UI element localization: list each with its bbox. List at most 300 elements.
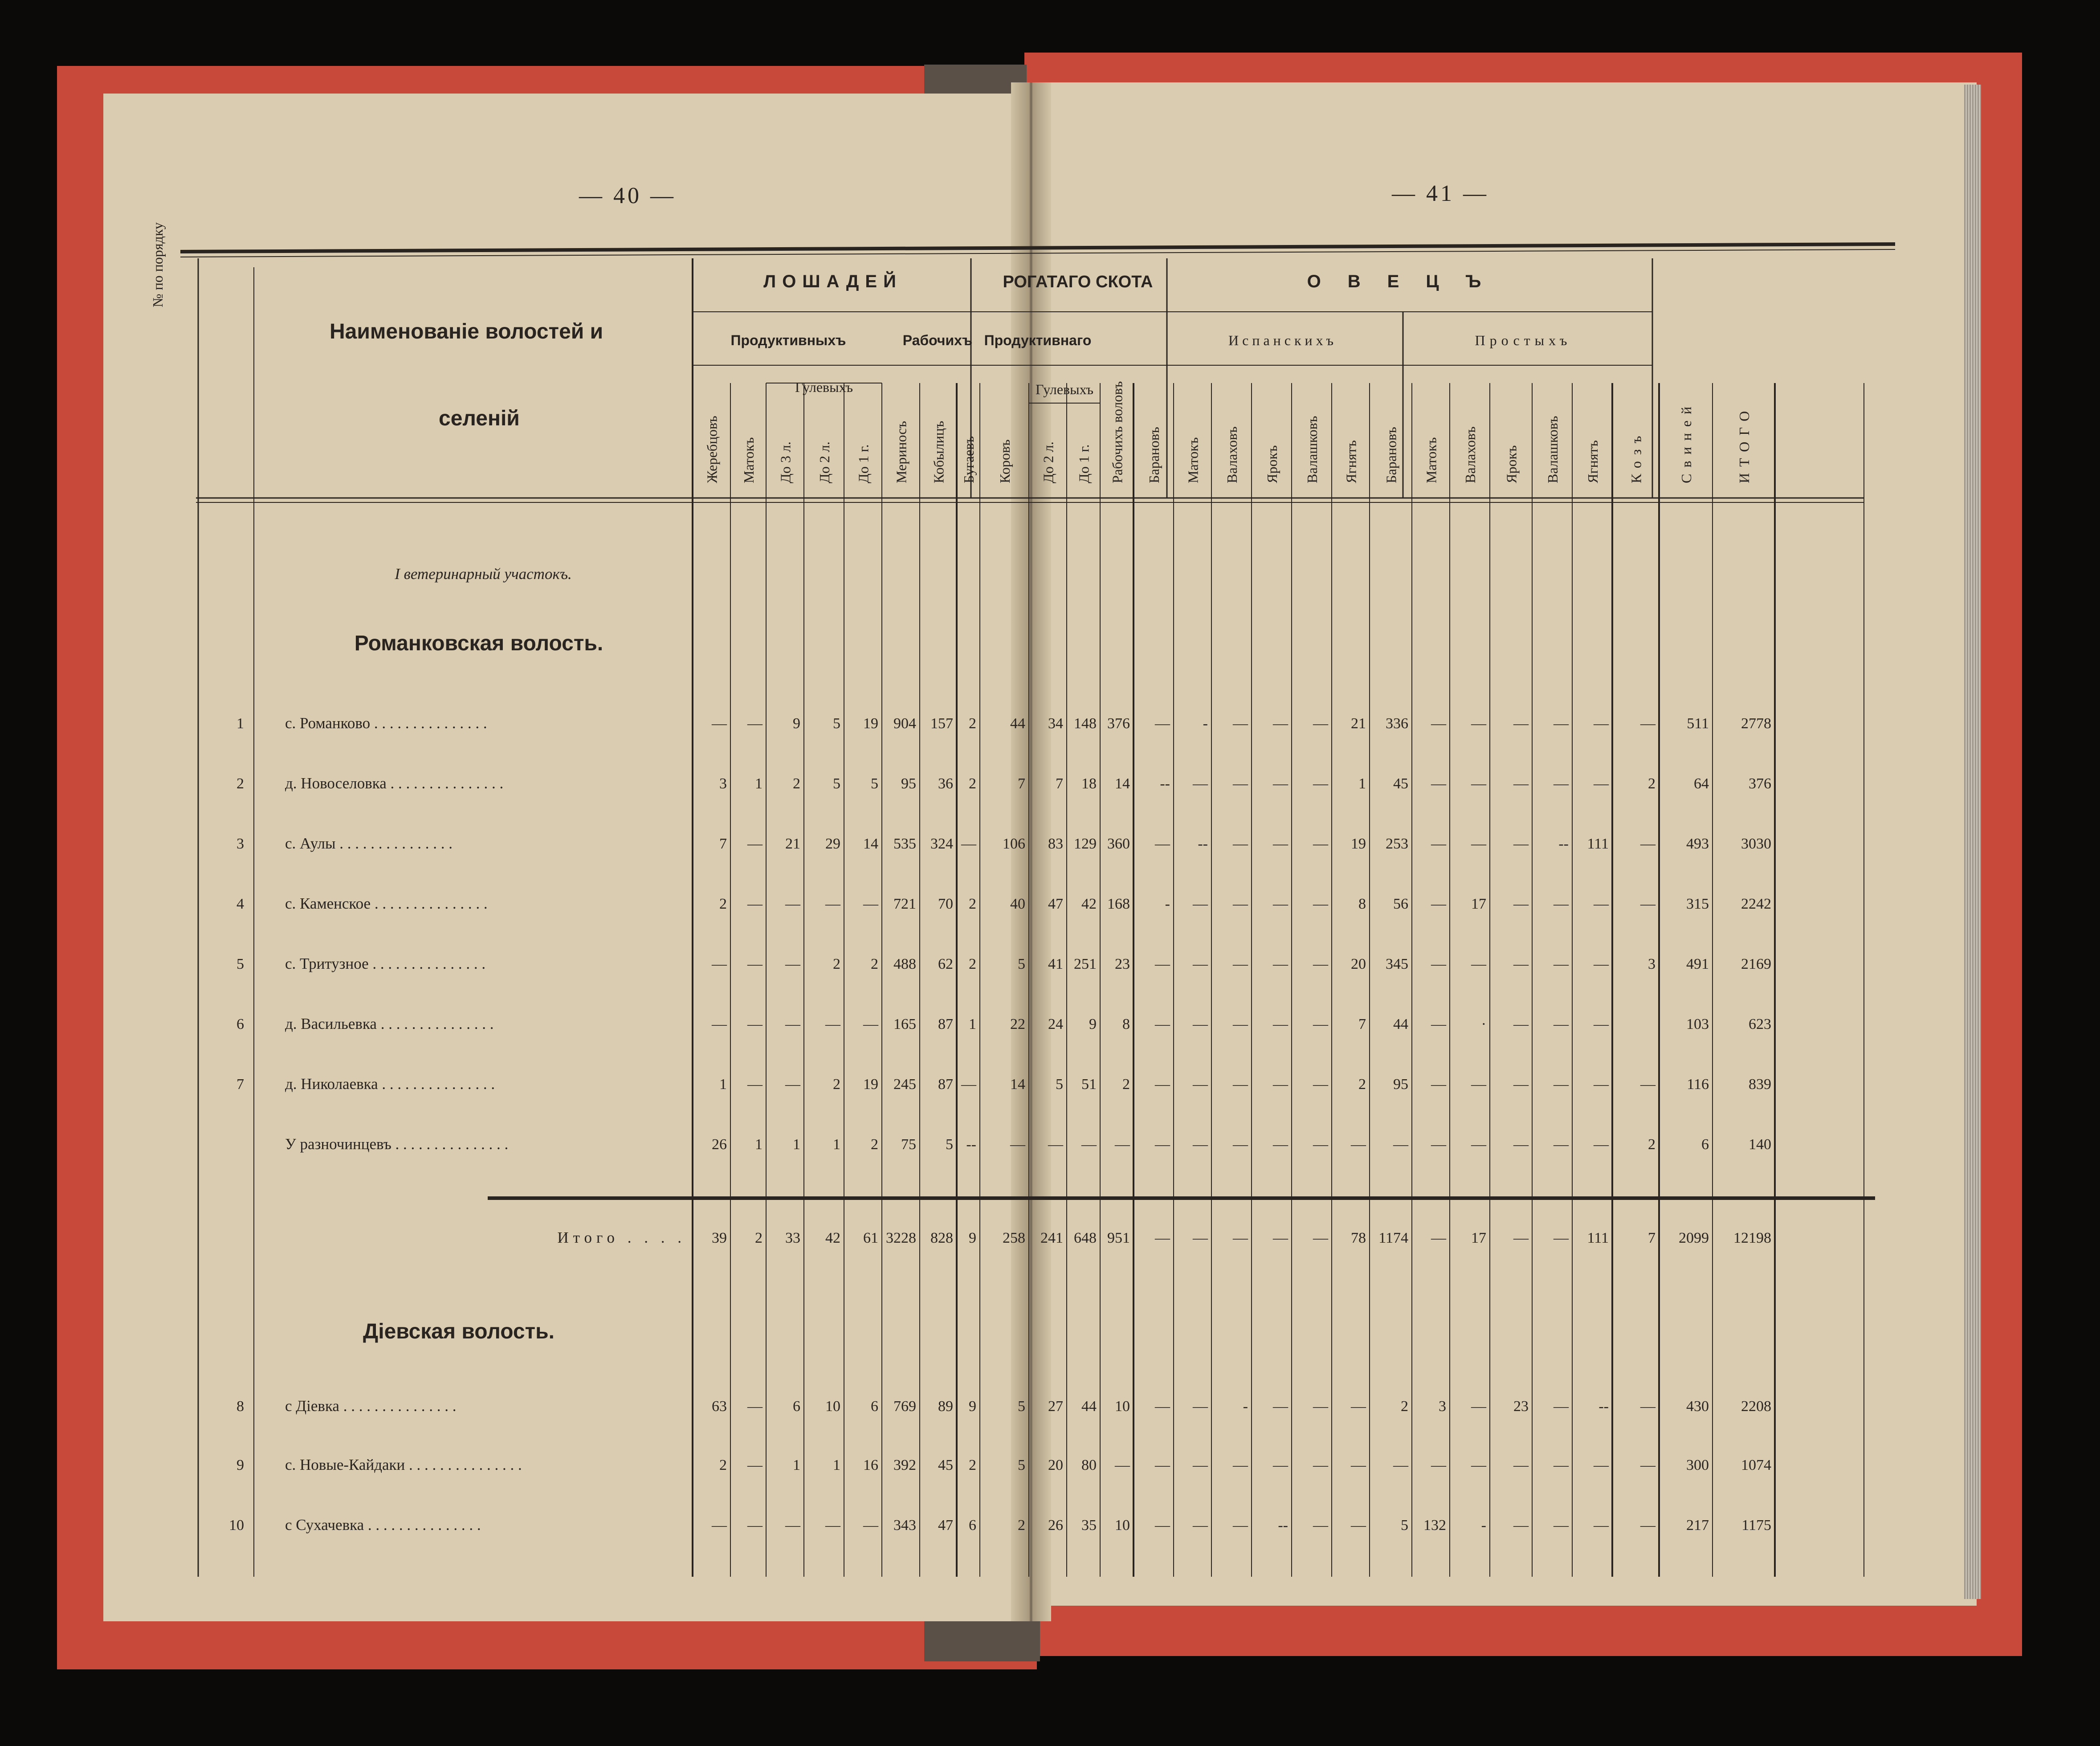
cell-value: · [1481, 1016, 1486, 1032]
cell-value: 2 [793, 775, 800, 792]
name-column-header-line2: селеній [439, 407, 520, 430]
cell-value: 217 [1686, 1517, 1709, 1534]
cell-value: — [1393, 1457, 1408, 1473]
cell-value: — [712, 1517, 727, 1534]
cell-value: — [1081, 1136, 1097, 1153]
index-column-header: № по порядку [150, 222, 166, 307]
cell-value: -- [1598, 1398, 1609, 1415]
column-header: Ярокъ [1264, 445, 1280, 483]
cell-value: 87 [938, 1076, 953, 1093]
cell-value: -- [1278, 1517, 1288, 1534]
total-value: 7 [1648, 1230, 1656, 1246]
cell-value: 9 [1089, 1016, 1097, 1032]
cell-value: 45 [1393, 775, 1408, 792]
cell-value: 40 [1010, 896, 1025, 912]
column-header: До 1 г. [1076, 444, 1092, 483]
cell-value: 10 [1115, 1517, 1130, 1534]
settlement-name: У разночинцевъ . . . . . . . . . . . . . . . [285, 1135, 509, 1153]
cell-value: 430 [1686, 1398, 1709, 1415]
cell-value: — [1351, 1517, 1366, 1534]
cell-value: — [1471, 1398, 1486, 1415]
cell-value: — [1193, 1517, 1208, 1534]
cell-value: 324 [930, 836, 953, 852]
total-value: 111 [1587, 1230, 1609, 1246]
column-header: Кобылицъ [930, 420, 947, 483]
cell-value: — [1471, 1457, 1486, 1473]
cell-value: — [1313, 775, 1328, 792]
cell-value: — [1471, 715, 1486, 732]
cell-value: 2 [1358, 1076, 1366, 1093]
cell-value: — [1594, 715, 1609, 732]
cell-value: — [1273, 896, 1288, 912]
cell-value: 7 [1018, 775, 1025, 792]
cell-value: 64 [1694, 775, 1709, 792]
cell-value: — [1313, 1076, 1328, 1093]
total-value: 2 [755, 1230, 763, 1246]
cell-value: 19 [863, 1076, 878, 1093]
cell-value: 2 [719, 1457, 727, 1473]
cell-value: 44 [1081, 1398, 1097, 1415]
total-value: 78 [1351, 1230, 1366, 1246]
column-header: Свиней [1678, 400, 1694, 483]
cell-value: 2242 [1741, 896, 1771, 912]
settlement-name: д. Новоселовка . . . . . . . . . . . . . . . [285, 775, 504, 792]
cell-value: 148 [1074, 715, 1097, 732]
cell-value: — [1554, 1457, 1569, 1473]
cell-value: 7 [719, 836, 727, 852]
cell-value: — [1554, 1076, 1569, 1093]
cell-value: - [1481, 1517, 1486, 1534]
sheep-simple-header: Простыхъ [1475, 332, 1572, 348]
cell-value: 47 [1048, 896, 1063, 912]
cell-value: 95 [901, 775, 916, 792]
cell-value: — [1594, 1517, 1609, 1534]
cell-value: 129 [1074, 836, 1097, 852]
column-header: Жеребцовъ [704, 416, 720, 483]
cell-value: 9 [969, 1398, 976, 1415]
cell-value: 23 [1513, 1398, 1529, 1415]
cell-value: — [863, 1016, 878, 1032]
cell-value: — [1431, 836, 1446, 852]
row-number: 9 [237, 1457, 244, 1473]
cell-value: 26 [1048, 1517, 1063, 1534]
cell-value: — [1193, 1457, 1208, 1473]
cell-value: — [785, 956, 800, 972]
settlement-name: д. Васильевка . . . . . . . . . . . . . . . [285, 1015, 494, 1032]
cell-value: — [1640, 715, 1656, 732]
cell-value: — [1193, 956, 1208, 972]
cell-value: — [1431, 715, 1446, 732]
row-number: 5 [237, 956, 244, 972]
cell-value: — [1273, 956, 1288, 972]
cell-value: -- [1160, 775, 1170, 792]
cell-value: — [747, 1398, 763, 1415]
row-number: 4 [237, 896, 244, 912]
cell-value: 2 [1018, 1517, 1025, 1534]
cell-value: — [1155, 1016, 1170, 1032]
cell-value: 2 [833, 956, 840, 972]
cell-value: — [1193, 1016, 1208, 1032]
cell-value: 1 [833, 1457, 840, 1473]
cell-value: — [1554, 1517, 1569, 1534]
horses-working-header: Рабочихъ [902, 332, 973, 348]
cell-value: — [1431, 956, 1446, 972]
cell-value: 3030 [1741, 836, 1771, 852]
cattle-header: РОГАТАГО СКОТА [1003, 273, 1153, 291]
column-header: Валаховъ [1224, 426, 1240, 483]
cell-value: — [1273, 1136, 1288, 1153]
cell-value: — [1155, 836, 1170, 852]
cell-value: 5 [1018, 1457, 1025, 1473]
cell-value: — [1273, 1076, 1288, 1093]
cell-value: — [1393, 1136, 1408, 1153]
column-header: Барановъ [1383, 427, 1399, 483]
cell-value: — [825, 1517, 840, 1534]
cell-value: 904 [893, 715, 916, 732]
table-row [237, 835, 1771, 852]
cell-value: 168 [1107, 896, 1130, 912]
sheep-spanish-header: Испанскихъ [1228, 332, 1337, 348]
table-row [237, 1015, 1771, 1032]
cell-value: 3 [1648, 956, 1656, 972]
cell-value: — [1594, 1136, 1609, 1153]
cell-value: — [1351, 1398, 1366, 1415]
cell-value: 2 [833, 1076, 840, 1093]
total-value: 12198 [1733, 1230, 1771, 1246]
cell-value: 56 [1393, 896, 1408, 912]
cell-value: — [1640, 836, 1656, 852]
cell-value: — [712, 956, 727, 972]
cell-value: 2 [1648, 775, 1656, 792]
cell-value: — [1431, 1457, 1446, 1473]
cell-value: 376 [1749, 775, 1771, 792]
cell-value: — [1594, 1457, 1609, 1473]
cell-value: 2 [969, 956, 976, 972]
column-header: До 1 г. [855, 444, 872, 483]
cell-value: — [1193, 1076, 1208, 1093]
column-header: Ягнятъ [1585, 440, 1601, 483]
table-row [237, 1075, 1771, 1093]
cell-value: 10 [1115, 1398, 1130, 1415]
cell-value: 111 [1587, 836, 1609, 852]
cell-value: 45 [938, 1457, 953, 1473]
column-header: Мериносъ [893, 420, 909, 483]
cell-value: — [1513, 1016, 1529, 1032]
cell-value: — [1471, 1076, 1486, 1093]
cell-value: 336 [1386, 715, 1408, 732]
cell-value: — [1431, 1016, 1446, 1032]
table-row [237, 1397, 1771, 1415]
cell-value: — [1193, 1136, 1208, 1153]
cell-value: — [1193, 775, 1208, 792]
total-value: 9 [969, 1230, 976, 1246]
settlement-name: с. Каменское . . . . . . . . . . . . . . . [285, 895, 488, 912]
table-row [237, 714, 1771, 732]
cell-value: — [1313, 896, 1328, 912]
cell-value: — [1471, 956, 1486, 972]
cell-value: — [1554, 715, 1569, 732]
cell-value: 2 [871, 956, 878, 972]
column-header: Барановъ [1146, 427, 1162, 483]
cell-value: 1 [1358, 775, 1366, 792]
cell-value: 42 [1081, 896, 1097, 912]
cell-value: — [1640, 1517, 1656, 1534]
cell-value: — [1471, 775, 1486, 792]
column-header: До 3 л. [777, 441, 794, 483]
cell-value: 2 [1122, 1076, 1130, 1093]
cell-value: 87 [938, 1016, 953, 1032]
cell-value: 3 [1439, 1398, 1446, 1415]
cell-value: — [1233, 1016, 1248, 1032]
cell-value: — [712, 1016, 727, 1032]
district-label: I ветеринарный участокъ. [395, 565, 572, 583]
cell-value: — [1513, 1136, 1529, 1153]
cell-value: 721 [893, 896, 916, 912]
cell-value: — [712, 715, 727, 732]
cell-value: 511 [1687, 715, 1709, 732]
cell-value: 3 [719, 775, 727, 792]
table-row [237, 955, 1771, 972]
total-value: — [1193, 1230, 1208, 1246]
cell-value: — [747, 896, 763, 912]
cell-value: — [785, 1016, 800, 1032]
cell-value: — [1193, 896, 1208, 912]
cell-value: — [1233, 775, 1248, 792]
cell-value: 132 [1423, 1517, 1446, 1534]
cell-value: 80 [1081, 1457, 1097, 1473]
total-value: 61 [863, 1230, 878, 1246]
cell-value: — [1554, 896, 1569, 912]
settlement-name: с. Романково . . . . . . . . . . . . . . . [285, 714, 487, 732]
cell-value: — [1513, 836, 1529, 852]
cell-value: — [1313, 1398, 1328, 1415]
cell-value: 1175 [1741, 1517, 1771, 1534]
cell-value: — [1193, 1398, 1208, 1415]
row-number: 10 [229, 1517, 244, 1534]
cell-value: — [1313, 1517, 1328, 1534]
cell-value: 2 [871, 1136, 878, 1153]
cell-value: — [1513, 1457, 1529, 1473]
cell-value: — [1313, 1136, 1328, 1153]
cell-value: 22 [1010, 1016, 1025, 1032]
cell-value: — [1313, 956, 1328, 972]
cattle-guleviy-header: Гулевыхъ [1036, 381, 1093, 397]
cell-value: 63 [712, 1398, 727, 1415]
cell-value: — [1554, 775, 1569, 792]
cell-value: — [1554, 1398, 1569, 1415]
total-value: — [1431, 1230, 1446, 1246]
cell-value: 44 [1010, 715, 1025, 732]
cell-value: — [1513, 1076, 1529, 1093]
table-row [237, 1456, 1771, 1473]
cell-value: 2 [1648, 1136, 1656, 1153]
cell-value: 20 [1048, 1457, 1063, 1473]
cell-value: 493 [1686, 836, 1709, 852]
row-number: 3 [237, 836, 244, 852]
settlement-name: с. Аулы . . . . . . . . . . . . . . . [285, 835, 453, 852]
cell-value: — [747, 715, 763, 732]
cell-value: — [825, 896, 840, 912]
cell-value: — [1594, 1076, 1609, 1093]
cell-value: — [825, 1016, 840, 1032]
column-header: Матокъ [741, 437, 757, 483]
cell-value: — [785, 896, 800, 912]
cell-value: 27 [1048, 1398, 1063, 1415]
cell-value: — [1273, 775, 1288, 792]
cell-value: — [1155, 715, 1170, 732]
cell-value: — [1513, 775, 1529, 792]
total-value: 39 [712, 1230, 727, 1246]
cell-value: — [1640, 1398, 1656, 1415]
cell-value: — [1155, 1136, 1170, 1153]
cell-value: — [1431, 896, 1446, 912]
cell-value: — [747, 1016, 763, 1032]
cell-value: — [1010, 1136, 1025, 1153]
cell-value: — [1640, 896, 1656, 912]
cell-value: 95 [1393, 1076, 1408, 1093]
right-page-number: — 41 — [1392, 181, 1489, 206]
total-value: 33 [785, 1230, 800, 1246]
cell-value: 9 [793, 715, 800, 732]
cell-value: 1 [969, 1016, 976, 1032]
total-value: 17 [1471, 1230, 1486, 1246]
cell-value: 7 [1056, 775, 1063, 792]
cell-value: -- [1558, 836, 1569, 852]
cell-value: 1 [755, 775, 763, 792]
cell-value: — [863, 1517, 878, 1534]
settlement-name: с. Новые-Кайдаки . . . . . . . . . . . . . . . [285, 1456, 522, 1473]
cell-value: 392 [893, 1457, 916, 1473]
name-column-header-line1: Наименованіе волостей и [330, 320, 603, 343]
total-value: 1174 [1378, 1230, 1408, 1246]
total-value: — [1554, 1230, 1569, 1246]
column-header: ИТОГО [1736, 404, 1752, 483]
total-value: — [1273, 1230, 1288, 1246]
cell-value: 6 [793, 1398, 800, 1415]
cell-value: 21 [1351, 715, 1366, 732]
table-row [285, 1135, 1771, 1153]
row-number: 8 [237, 1398, 244, 1415]
cell-value: 10 [825, 1398, 840, 1415]
cell-value: 376 [1107, 715, 1130, 732]
cell-value: 1 [833, 1136, 840, 1153]
total-value: — [1313, 1230, 1328, 1246]
cell-value: 491 [1686, 956, 1709, 972]
cell-value: — [1155, 1517, 1170, 1534]
cell-value: 8 [1122, 1016, 1130, 1032]
cell-value: — [863, 896, 878, 912]
cell-value: — [1313, 1457, 1328, 1473]
cell-value: — [1513, 715, 1529, 732]
total-value: 951 [1107, 1230, 1130, 1246]
cell-value: 75 [901, 1136, 916, 1153]
cell-value: — [961, 1076, 976, 1093]
cell-value: 83 [1048, 836, 1063, 852]
total-value: 42 [825, 1230, 840, 1246]
cell-value: — [1155, 1457, 1170, 1473]
cell-value: — [1513, 1517, 1529, 1534]
cell-value: 6 [969, 1517, 976, 1534]
cell-value: 16 [863, 1457, 878, 1473]
cell-value: — [1273, 1016, 1288, 1032]
column-header: Ярокъ [1503, 445, 1520, 483]
cell-value: — [785, 1517, 800, 1534]
total-value: 648 [1074, 1230, 1097, 1246]
cell-value: — [1115, 1457, 1130, 1473]
cell-value: — [1554, 956, 1569, 972]
cell-value: 116 [1687, 1076, 1709, 1093]
column-header: Ягнятъ [1343, 440, 1359, 483]
cell-value: 5 [1018, 956, 1025, 972]
cell-value: — [1594, 956, 1609, 972]
cell-value: 253 [1386, 836, 1408, 852]
cell-value: 8 [1358, 896, 1366, 912]
cell-value: 7 [1358, 1016, 1366, 1032]
cell-value: 19 [863, 715, 878, 732]
column-header: До 2 л. [816, 441, 832, 483]
cell-value: — [1554, 1136, 1569, 1153]
cell-value: — [1431, 775, 1446, 792]
cell-value: — [747, 1457, 763, 1473]
cell-value: 2 [719, 896, 727, 912]
total-value: — [1513, 1230, 1529, 1246]
cell-value: 300 [1686, 1457, 1709, 1473]
cell-value: 1 [793, 1457, 800, 1473]
cell-value: 343 [893, 1517, 916, 1534]
cell-value: -- [966, 1136, 976, 1153]
cell-value: 47 [938, 1517, 953, 1534]
horses-header: ЛОШАДЕЙ [763, 272, 902, 291]
cell-value: 1 [793, 1136, 800, 1153]
cell-value: — [1594, 1016, 1609, 1032]
cell-value: 769 [893, 1398, 916, 1415]
cell-value: 2169 [1741, 956, 1771, 972]
cell-value: — [1351, 1457, 1366, 1473]
cell-value: 251 [1074, 956, 1097, 972]
cell-value: — [1233, 956, 1248, 972]
cell-value: 44 [1393, 1016, 1408, 1032]
cell-value: — [961, 836, 976, 852]
cell-value: — [1273, 1398, 1288, 1415]
cell-value: — [1273, 715, 1288, 732]
cell-value: — [1233, 1136, 1248, 1153]
column-header: Коровъ [997, 439, 1013, 483]
cell-value: — [1155, 956, 1170, 972]
total-value: 258 [1003, 1230, 1025, 1246]
cell-value: 5 [833, 715, 840, 732]
cell-value: 20 [1351, 956, 1366, 972]
cell-value: - [1165, 896, 1170, 912]
cell-value: 89 [938, 1398, 953, 1415]
cell-value: — [1155, 1398, 1170, 1415]
cell-value: — [1233, 1076, 1248, 1093]
cell-value: 535 [893, 836, 916, 852]
cell-value: 245 [893, 1076, 916, 1093]
table-body [229, 565, 1771, 1534]
row-number: 2 [237, 775, 244, 792]
column-header: Валашковъ [1545, 416, 1561, 483]
cell-value: — [1513, 896, 1529, 912]
cell-value: 51 [1081, 1076, 1097, 1093]
cell-value: — [1594, 896, 1609, 912]
cell-value: 5 [833, 775, 840, 792]
section-title: Романковская волость. [354, 632, 603, 655]
cell-value: — [1313, 715, 1328, 732]
column-header: Матокъ [1423, 437, 1439, 483]
cell-value: 29 [825, 836, 840, 852]
cell-value: 5 [871, 775, 878, 792]
total-row [557, 1229, 1771, 1246]
